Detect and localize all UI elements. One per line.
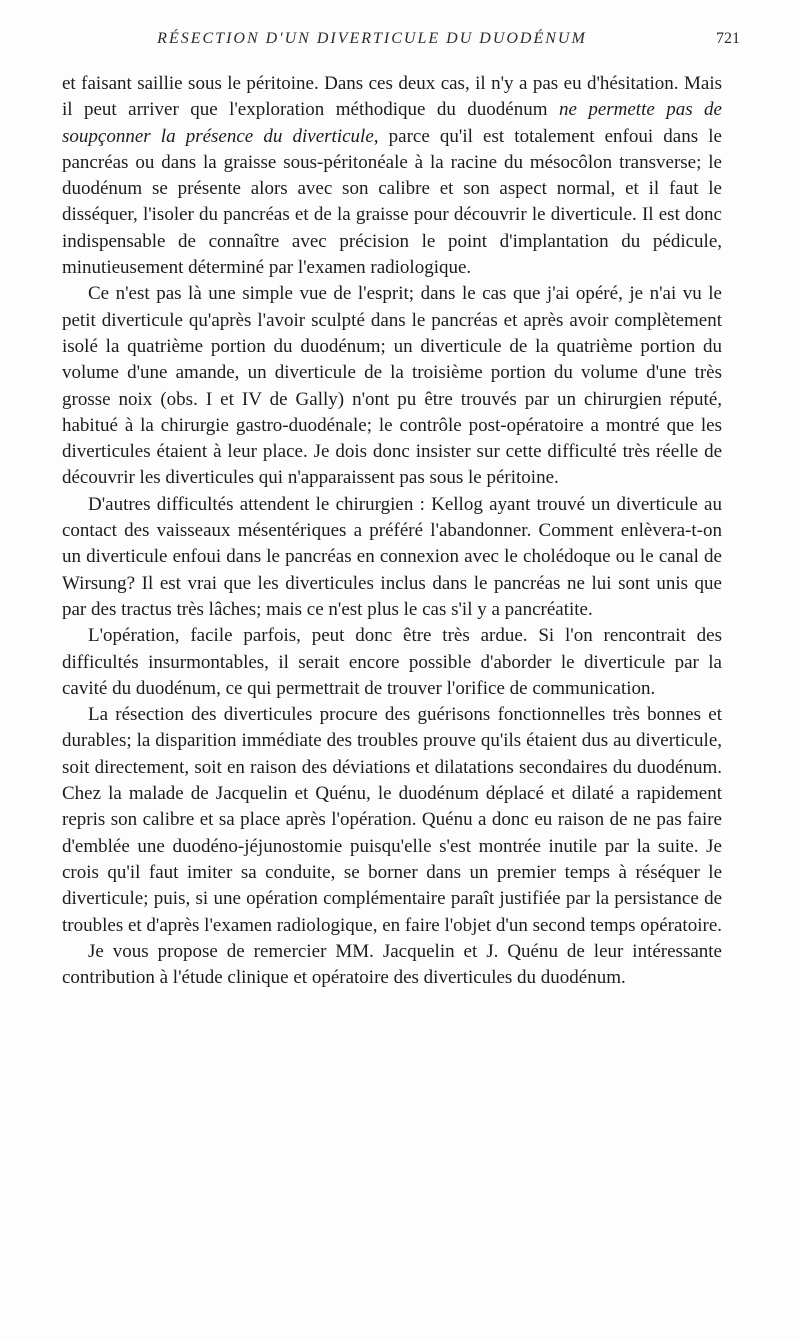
paragraph-2: Ce n'est pas là une simple vue de l'esprit; dans le cas que j'ai opéré, je n'ai vu le petit diverticule qu'après l'avoir sculpté dans le pancréas et après avoir complètement isolé la quatrième portion du duodénum; un diverticule de la quatrième portion du volume d'une amande, un diverticule de la troisième portion du volume d'une très grosse noix (obs. I et IV de Gally) n'ont pu être trouvés par un chirurgien réputé, habitué à la chirurgie gastro-duodénale; le contrôle post-opératoire a montré que les diverticules étaient à leur place. Je dois donc insister sur cette difficulté très réelle de découvrir les diverticules qui n'apparaissent pas sous le péritoine. <box>62 283 722 489</box>
paragraph-4: L'opération, facile parfois, peut donc être très ardue. Si l'on rencontrait des difficultés insurmontables, il serait encore possible d'aborder le diverticule par la cavité du duodénum, ce qui permettrait de trouver l'orifice de communication. <box>62 625 722 699</box>
page-header <box>62 30 740 54</box>
paragraph-6: Je vous propose de remercier MM. Jacquelin et J. Quénu de leur intéressante contribution à l'étude clinique et opératoire des diverticules du duodénum. <box>62 940 722 989</box>
paragraph-1-part-1: et faisant saillie sous le péritoine. Dans ces deux cas, il n'y a pas eu d'hésitation. Mais il peut arriver que l'exploration méthodique du duodénum <box>62 73 722 121</box>
paragraph-1 <box>62 71 722 281</box>
paragraph-5: La résection des diverticules procure des guérisons fonctionnelles très bonnes et durables; la disparition immédiate des troubles prouve qu'ils étaient dus au diverticule, soit directement, soit en raison des déviations et dilatations secondaires du duodénum. Chez la malade de Jacquelin et Quénu, le duodénum déplacé et dilaté a rapidement repris son calibre et sa place après l'opération. Quénu a donc eu raison de ne pas faire d'emblée une duodéno-jéjunostomie puisqu'elle s'est montrée inutile par la suite. Je crois qu'il faut imiter sa conduite, se borner dans un premier temps à réséquer le diverticule; puis, si une opération complémentaire paraît justifiée par la persistance de troubles et d'après l'examen radiologique, en faire l'objet d'un second temps opératoire. <box>62 704 722 936</box>
paragraph-1-part-3: parce qu'il est totalement enfoui dans le pancréas ou dans la graisse sous-péritonéale à la racine du mésocôlon transverse; le duodénum se présente alors avec son calibre et son aspect normal, et il faut le disséquer, l'isoler du pancréas et de la graisse pour découvrir le diverticule. Il est donc indispensable de connaître avec précision le point d'implantation du pédicule, minutieusement déterminé par l'examen radiologique. <box>62 125 722 279</box>
body-text <box>62 71 722 991</box>
running-title: RÉSECTION D'UN DIVERTICULE DU DUODÉNUM <box>157 30 587 47</box>
page-number: 721 <box>716 30 740 47</box>
paragraph-3: D'autres difficultés attendent le chirurgien : Kellog ayant trouvé un diverticule au contact des vaisseaux mésentériques a préféré l'abandonner. Comment enlèvera-t-on un diverticule enfoui dans le pancréas en connexion avec le cholédoque ou le canal de Wirsung? Il est vrai que les diverticules inclus dans le pancréas ne lui sont unis que par des tractus très lâches; mais ce n'est plus le cas s'il y a pancréatite. <box>62 493 722 620</box>
paragraph-1-italic-phrase: ne permette pas de soupçonner la présence du diverticule, <box>62 99 722 147</box>
